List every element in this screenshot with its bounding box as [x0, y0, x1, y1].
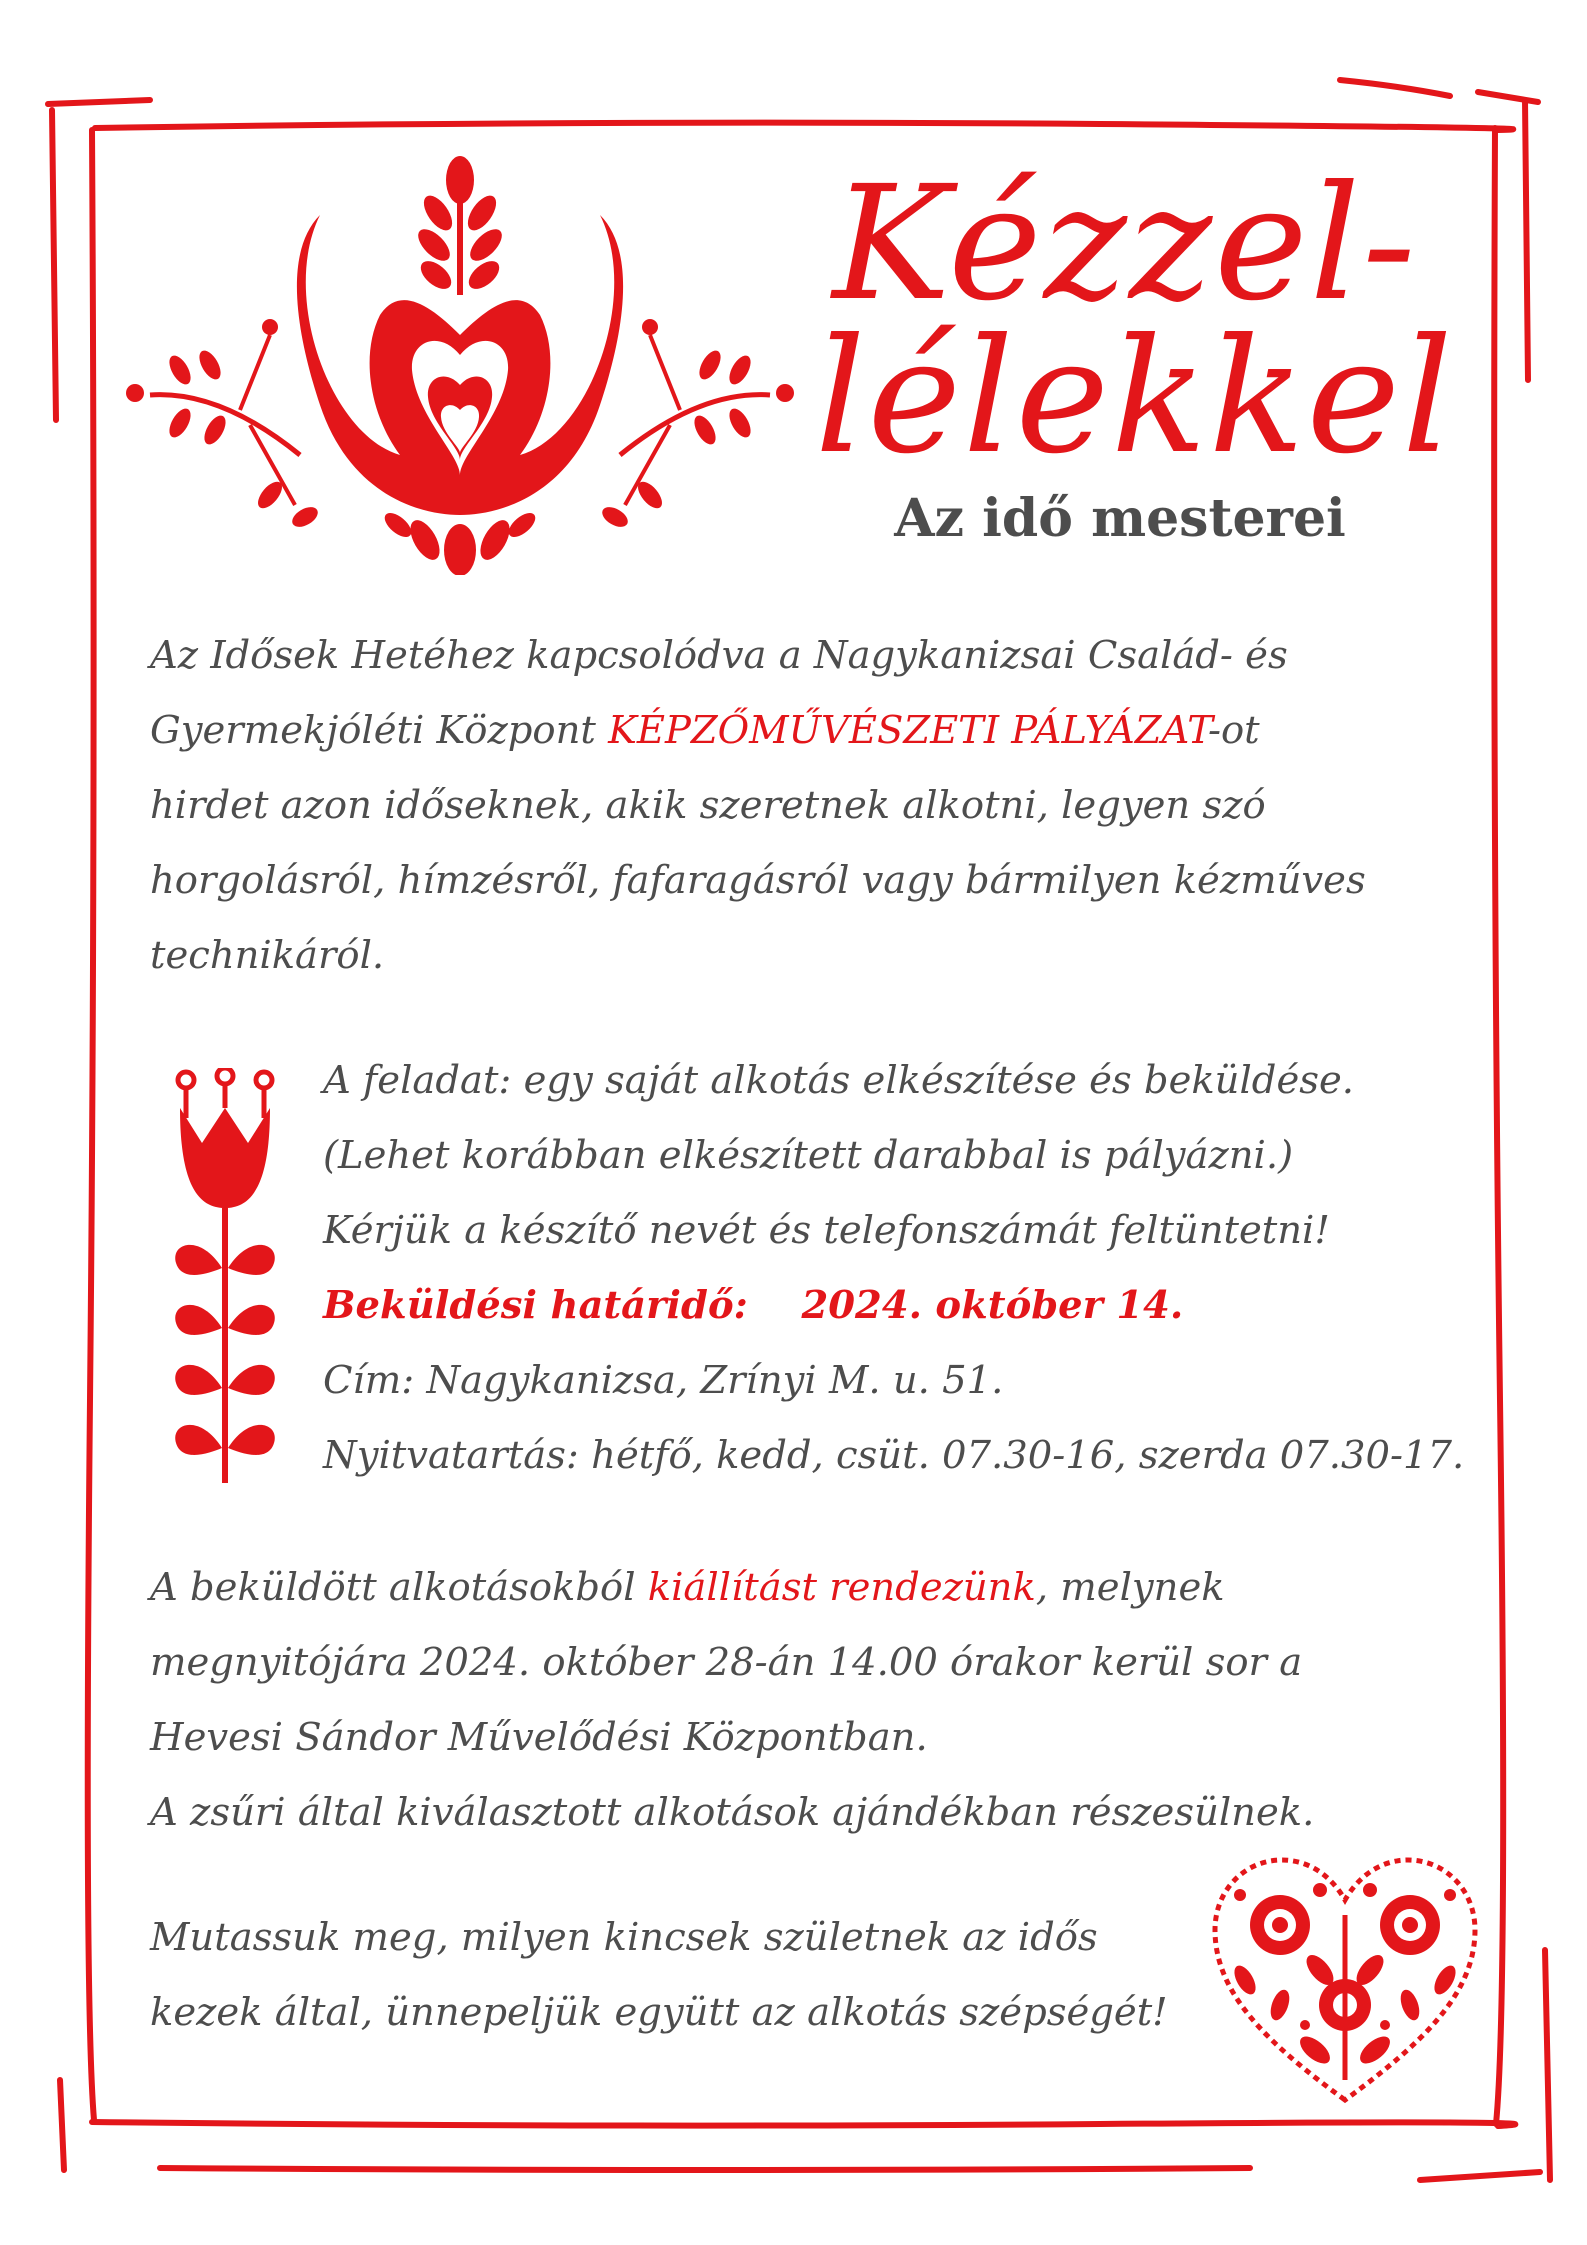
- exhibition-highlight: kiállítást rendezünk: [647, 1565, 1036, 1610]
- deadline-label: Beküldési határidő:: [323, 1283, 748, 1328]
- deadline-value: 2024. október 14.: [801, 1283, 1184, 1328]
- closing-paragraph: [150, 1900, 1168, 2050]
- poster-subtitle: Az idő mesterei: [894, 488, 1346, 549]
- intro-line-2-pre: Gyermekjóléti Központ: [150, 708, 609, 753]
- address-line: Cím: Nagykanizsa, Zrínyi M. u. 51.: [323, 1358, 1004, 1403]
- intro-line-1: Az Idősek Hetéhez kapcsolódva a Nagykanizsai Család- és: [150, 633, 1288, 678]
- exhibition-paragraph: [150, 1550, 1314, 1850]
- task-line-2: (Lehet korábban elkészített darabbal is pályázni.): [323, 1133, 1294, 1178]
- deadline-line: [323, 1268, 1464, 1343]
- task-line-1: A feladat: egy saját alkotás elkészítése és beküldése.: [323, 1058, 1355, 1103]
- intro-line-3: hirdet azon időseknek, akik szeretnek alkotni, legyen szó: [150, 783, 1266, 828]
- intro-line-2-post: -ot: [1207, 708, 1260, 753]
- task-paragraph: [323, 1043, 1464, 1493]
- tulip-folk-ornament-icon: [120, 155, 800, 575]
- folk-heart-ornament-icon: [1210, 1855, 1480, 2105]
- intro-line-4: horgolásról, hímzésről, fafaragásról vagy bármilyen kézműves: [150, 858, 1366, 903]
- intro-line-2: [150, 693, 1366, 768]
- exhibition-line-1-pre: A beküldött alkotásokból: [150, 1565, 648, 1610]
- intro-paragraph: [150, 618, 1366, 993]
- tulip-stem-ornament-icon: [170, 1068, 280, 1488]
- closing-line-2: kezek által, ünnepeljük együtt az alkotás szépségét!: [150, 1990, 1168, 2035]
- poster-title-line1: Kézzel-: [832, 152, 1418, 336]
- intro-line-5: technikáról.: [150, 933, 385, 978]
- exhibition-line-4: A zsűri által kiválasztott alkotások ajándékban részesülnek.: [150, 1790, 1315, 1835]
- task-line-3: Kérjük a készítő nevét és telefonszámát feltüntetni!: [323, 1208, 1330, 1253]
- exhibition-line-1: [150, 1550, 1314, 1625]
- opening-hours-line: Nyitvatartás: hétfő, kedd, csüt. 07.30-16, szerda 07.30-17.: [323, 1433, 1465, 1478]
- competition-highlight: KÉPZŐMŰVÉSZETI PÁLYÁZAT: [608, 708, 1208, 753]
- closing-line-1: Mutassuk meg, milyen kincsek születnek az idős: [150, 1915, 1098, 1960]
- exhibition-line-1-post: , melynek: [1035, 1565, 1225, 1610]
- exhibition-line-3: Hevesi Sándor Művelődési Központban.: [150, 1715, 928, 1760]
- exhibition-line-2: megnyitójára 2024. október 28-án 14.00 órakor kerül sor a: [150, 1640, 1303, 1685]
- poster-title-line2: lélekkel: [815, 305, 1455, 489]
